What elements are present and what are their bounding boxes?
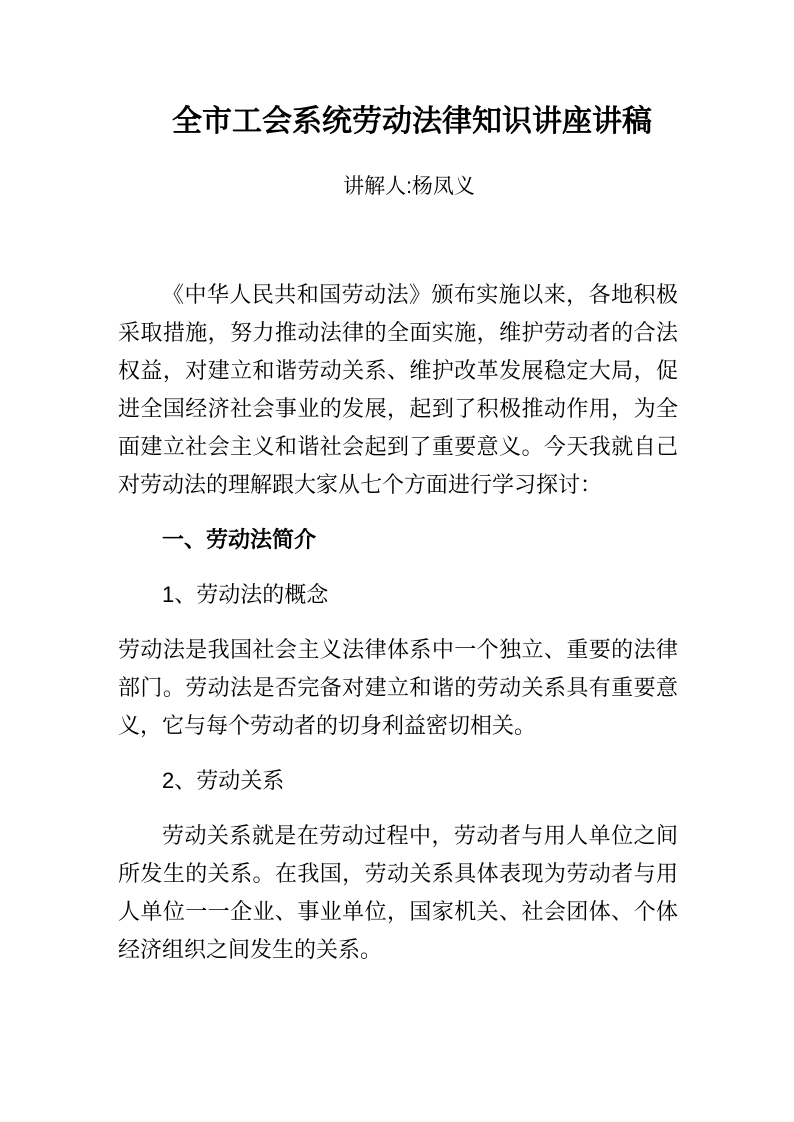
subsection-heading-1: 1、劳动法的概念 bbox=[162, 582, 329, 607]
concept-paragraph: 劳动法是我国社会主义法律体系中一个独立、重要的法律部门。劳动法是否完备对建立和谐的劳动关系具有重要意义，它与每个劳动者的切身利益密切相关。 bbox=[118, 637, 678, 738]
intro-paragraph: 《中华人民共和国劳动法》颁布实施以来，各地积极采取措施，努力推动法律的全面实施，维护劳动者的合法权益，对建立和谐劳动关系、维护改革发展稳定大局，促进全国经济社会事业的发展，起到了积极推动作用，为全面建立社会主义和谐社会起到了重要意义。今天我就自己对劳动法的理解跟大家从七个方面进行学习探讨： bbox=[118, 282, 678, 497]
subsection-heading-2: 2、劳动关系 bbox=[162, 768, 285, 793]
section-heading-1: 一、劳动法简介 bbox=[162, 527, 317, 552]
speaker-line: 讲解人:杨凤义 bbox=[343, 175, 475, 198]
document-title: 全市工会系统劳动法律知识讲座讲稿 bbox=[172, 105, 652, 138]
labor-relation-paragraph: 劳动关系就是在劳动过程中，劳动者与用人单位之间所发生的关系。在我国，劳动关系具体表现为劳动者与用人单位一一企业、事业单位，国家机关、社会团体、个体经济组织之间发生的关系。 bbox=[118, 823, 678, 962]
